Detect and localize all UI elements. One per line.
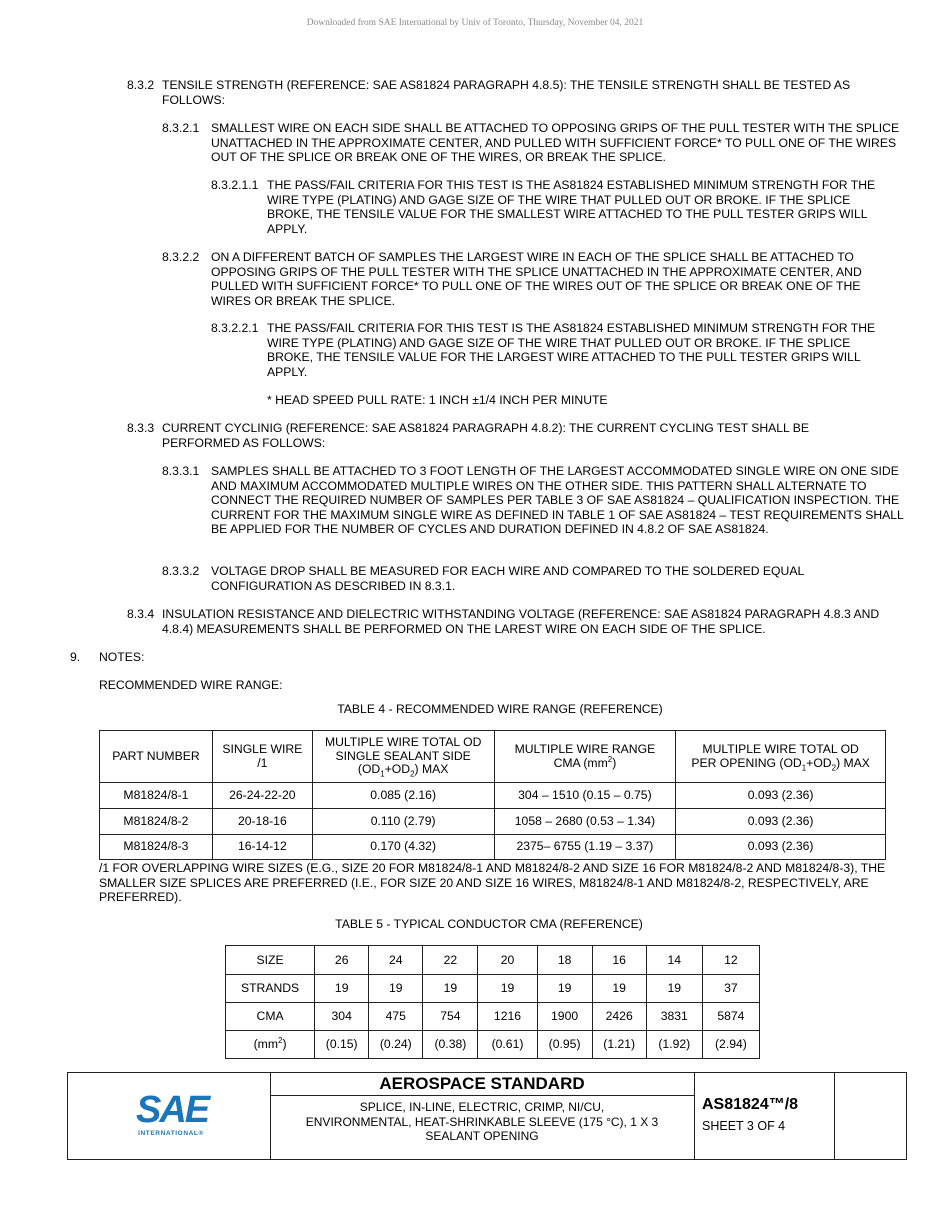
table-cell: 14: [646, 946, 702, 975]
table-cell: 22: [423, 946, 478, 975]
table-cell: 37: [702, 975, 759, 1003]
table-cell: 24: [369, 946, 423, 975]
table5-title: TABLE 5 - TYPICAL CONDUCTOR CMA (REFERENCE): [335, 917, 643, 931]
table-row: [226, 1003, 760, 1031]
table-cell: M81824/8-1: [100, 783, 213, 809]
section-number: 8.3.4: [127, 607, 155, 621]
table4-header-cell: MULTIPLE WIRE TOTAL OD SINGLE SEALANT SIDE $(OD_1+OD_2)$ MAX: [312, 731, 494, 783]
table-row: [100, 835, 886, 860]
table4-header-cell: MULTIPLE WIRE RANGE CMA $(mm^2)$: [494, 731, 676, 783]
table4: [99, 730, 886, 860]
table-cell: (0.38): [423, 1031, 478, 1059]
table4-header-row: [100, 731, 886, 783]
table-cell: 12: [702, 946, 759, 975]
table-cell: 0.093 (2.36): [676, 835, 886, 860]
sae-logo-subtext: INTERNATIONAL®: [138, 1130, 204, 1137]
table-row: [100, 809, 886, 835]
table-cell: 19: [646, 975, 702, 1003]
section-number: 8.3.3.1: [162, 464, 200, 478]
table-cell: 26-24-22-20: [212, 783, 312, 809]
section-number: 8.3.3.2: [162, 564, 200, 578]
table-cell: 16-14-12: [212, 835, 312, 860]
section-number: 8.3.2.2: [162, 250, 200, 264]
table-row: [226, 946, 760, 975]
table-cell: 18: [537, 946, 592, 975]
table-cell: 5874: [702, 1003, 759, 1031]
table-cell: 0.085 (2.16): [312, 783, 494, 809]
table-cell: 19: [315, 975, 369, 1003]
section-heading: NOTES:: [99, 650, 145, 664]
table-cell: 1900: [537, 1003, 592, 1031]
sheet-number: SHEET 3 OF 4: [702, 1119, 786, 1133]
sae-logo: [136, 1089, 209, 1142]
section-text: TENSILE STRENGTH (REFERENCE: SAE AS81824 PARAGRAPH 4.8.5): THE TENSILE STRENGTH SHALL BE TESTED AS FOLLOWS:: [162, 78, 851, 107]
table-cell: 16: [592, 946, 646, 975]
table-cell: 19: [592, 975, 646, 1003]
doc-number: AS81824™/8: [702, 1096, 799, 1113]
logo-cell: [68, 1073, 271, 1159]
table-cell: 19: [423, 975, 478, 1003]
table5: [225, 945, 760, 1059]
section-number: 8.3.2: [127, 78, 155, 92]
recommended-wire-range-label: RECOMMENDED WIRE RANGE:: [99, 678, 283, 692]
table-cell: 2375– 6755 (1.19 – 3.37): [494, 835, 676, 860]
table-cell: 475: [369, 1003, 423, 1031]
table-cell: 2426: [592, 1003, 646, 1031]
table-cell: 3831: [646, 1003, 702, 1031]
table-cell: M81824/8-2: [100, 809, 213, 835]
section-number: 8.3.3: [127, 421, 155, 435]
table-cell: 0.110 (2.79): [312, 809, 494, 835]
standard-heading: AEROSPACE STANDARD: [270, 1073, 694, 1096]
title-cell: [270, 1073, 695, 1159]
section-number: 8.3.2.1: [162, 121, 200, 135]
table-cell: 304 – 1510 (0.15 – 0.75): [494, 783, 676, 809]
table-cell: (1.92): [646, 1031, 702, 1059]
section-number: 8.3.2.2.1: [211, 321, 259, 335]
table-cell: 1216: [478, 1003, 537, 1031]
doc-number-cell: [694, 1073, 835, 1159]
document-description: SPLICE, IN-LINE, ELECTRIC, CRIMP, NI/CU, ENVIRONMENTAL, HEAT-SHRINKABLE SLEEVE (175 °C), 1 X 3 SEALANT OPENING: [305, 1100, 659, 1143]
section-text: CURRENT CYCLINIG (REFERENCE: SAE AS81824 PARAGRAPH 4.8.2): THE CURRENT CYCLING TEST SHALL BE PERFORMED AS FOLLOWS:: [162, 421, 810, 450]
table4-header-cell: PART NUMBER: [100, 731, 213, 783]
table-row: [226, 975, 760, 1003]
table-cell: 19: [537, 975, 592, 1003]
section-text: VOLTAGE DROP SHALL BE MEASURED FOR EACH WIRE AND COMPARED TO THE SOLDERED EQUAL CONFIGURATION AS DESCRIBED IN 8.3.1.: [211, 564, 804, 593]
table-cell: 0.170 (4.32): [312, 835, 494, 860]
table-cell: $(mm^2)$: [226, 1031, 315, 1059]
section-text: SMALLEST WIRE ON EACH SIDE SHALL BE ATTACHED TO OPPOSING GRIPS OF THE PULL TESTER WITH THE SPLICE UNATTACHED IN THE APPROXIMATE CENTER, AND PULLED WITH SUFFICIENT FORCE* TO PULL ONE OF THE WIRES OUT OF THE SPLICE OR BREAK ONE OF THE WIRES, OR BREAK THE SPLICE.: [211, 121, 900, 164]
table4-header-cell: MULTIPLE WIRE TOTAL OD PER OPENING $(OD_1+OD_2)$ MAX: [676, 731, 886, 783]
table-cell: STRANDS: [226, 975, 315, 1003]
section-text: ON A DIFFERENT BATCH OF SAMPLES THE LARGEST WIRE IN EACH OF THE SPLICE SHALL BE ATTACHED TO OPPOSING GRIPS OF THE PULL TESTER WITH THE SPLICE UNATTACHED IN THE APPROXIMATE CENTER, AND PULLED WITH SUFFICIENT FORCE* TO PULL ONE OF THE WIRES OUT OF THE SPLICE OR BREAK ONE OF THE WIRES OR BREAK THE SPLICE.: [211, 250, 862, 308]
table-cell: 26: [315, 946, 369, 975]
table-cell: (2.94): [702, 1031, 759, 1059]
sae-logo-text: SAE: [136, 1089, 209, 1131]
table-cell: 1058 – 2680 (0.53 – 1.34): [494, 809, 676, 835]
table-cell: 20: [478, 946, 537, 975]
table4-header-cell: SINGLE WIRE /1: [212, 731, 312, 783]
table-cell: 754: [423, 1003, 478, 1031]
table-cell: 0.093 (2.36): [676, 809, 886, 835]
table-cell: M81824/8-3: [100, 835, 213, 860]
section-text: SAMPLES SHALL BE ATTACHED TO 3 FOOT LENGTH OF THE LARGEST ACCOMMODATED SINGLE WIRE ON ONE SIDE AND MAXIMUM ACCOMMODATED MULTIPLE WIRES ON THE OTHER SIDE. THIS PATTERN SHALL ALTERNATE TO CONNECT THE REQUIRED NUMBER OF SAMPLES PER TABLE 3 OF SAE AS81824 – QUALIFICATION INSPECTION. THE CURRENT FOR THE MAXIMUM SINGLE WIRE AS DEFINED IN TABLE 1 OF SAE AS81824 – TEST REQUIREMENTS SHALL BE APPLIED FOR THE NUMBER OF CYCLES AND DURATION DEFINED IN 4.8.2 OF SAE AS81824.: [211, 464, 904, 536]
table-cell: (0.15): [315, 1031, 369, 1059]
table-cell: (0.61): [478, 1031, 537, 1059]
section-text: THE PASS/FAIL CRITERIA FOR THIS TEST IS THE AS81824 ESTABLISHED MINIMUM STRENGTH FOR THE WIRE TYPE (PLATING) AND GAGE SIZE OF THE WIRE THAT PULLED OUT OR BROKE. IF THE SPLICE BROKE, THE TENSILE VALUE FOR THE SMALLEST WIRE ATTACHED TO THE PULL TESTER GRIPS WILL APPLY.: [267, 178, 876, 236]
table-cell: CMA: [226, 1003, 315, 1031]
table-cell: 19: [478, 975, 537, 1003]
table-cell: 19: [369, 975, 423, 1003]
table-cell: 0.093 (2.36): [676, 783, 886, 809]
table-row: [226, 1031, 760, 1059]
table-cell: 304: [315, 1003, 369, 1031]
section-text: THE PASS/FAIL CRITERIA FOR THIS TEST IS THE AS81824 ESTABLISHED MINIMUM STRENGTH FOR THE WIRE TYPE (PLATING) AND GAGE SIZE OF THE WIRE THAT PULLED OUT OR BROKE. IF THE SPLICE BROKE, THE TENSILE VALUE FOR THE LARGEST WIRE ATTACHED TO THE PULL TESTER GRIPS WILL APPLY.: [267, 321, 876, 379]
table-cell: 20-18-16: [212, 809, 312, 835]
head-speed-note: * HEAD SPEED PULL RATE: 1 INCH ±1/4 INCH PER MINUTE: [267, 393, 608, 407]
section-number: 8.3.2.1.1: [211, 178, 259, 192]
table-cell: SIZE: [226, 946, 315, 975]
table-row: [100, 783, 886, 809]
table-cell: (0.24): [369, 1031, 423, 1059]
table4-title: TABLE 4 - RECOMMENDED WIRE RANGE (REFERENCE): [337, 702, 663, 716]
table4-footnote: /1 FOR OVERLAPPING WIRE SIZES (E.G., SIZE 20 FOR M81824/8-1 AND M81824/8-2 AND SIZE 16 FOR M81824/8-2 AND M81824/8-3), THE SMALLER SIZE SPLICES ARE PREFERRED (I.E., FOR SIZE 20 AND SIZE 16 WIRES, M81824/8-1 AND M81824/8-2, RESPECTIVELY, ARE PREFERRED).: [99, 861, 886, 904]
table-cell: (0.95): [537, 1031, 592, 1059]
section-text: INSULATION RESISTANCE AND DIELECTRIC WITHSTANDING VOLTAGE (REFERENCE: SAE AS81824 PARAGRAPH 4.8.3 AND 4.8.4) MEASUREMENTS SHALL BE PERFORMED ON THE LAREST WIRE ON EACH SIDE OF THE SPLICE.: [162, 607, 880, 636]
download-notice: Downloaded from SAE International by Univ of Toronto, Thursday, November 04, 2021: [306, 18, 644, 28]
section-number: 9.: [70, 650, 81, 664]
title-block: [67, 1072, 907, 1160]
table-cell: (1.21): [592, 1031, 646, 1059]
